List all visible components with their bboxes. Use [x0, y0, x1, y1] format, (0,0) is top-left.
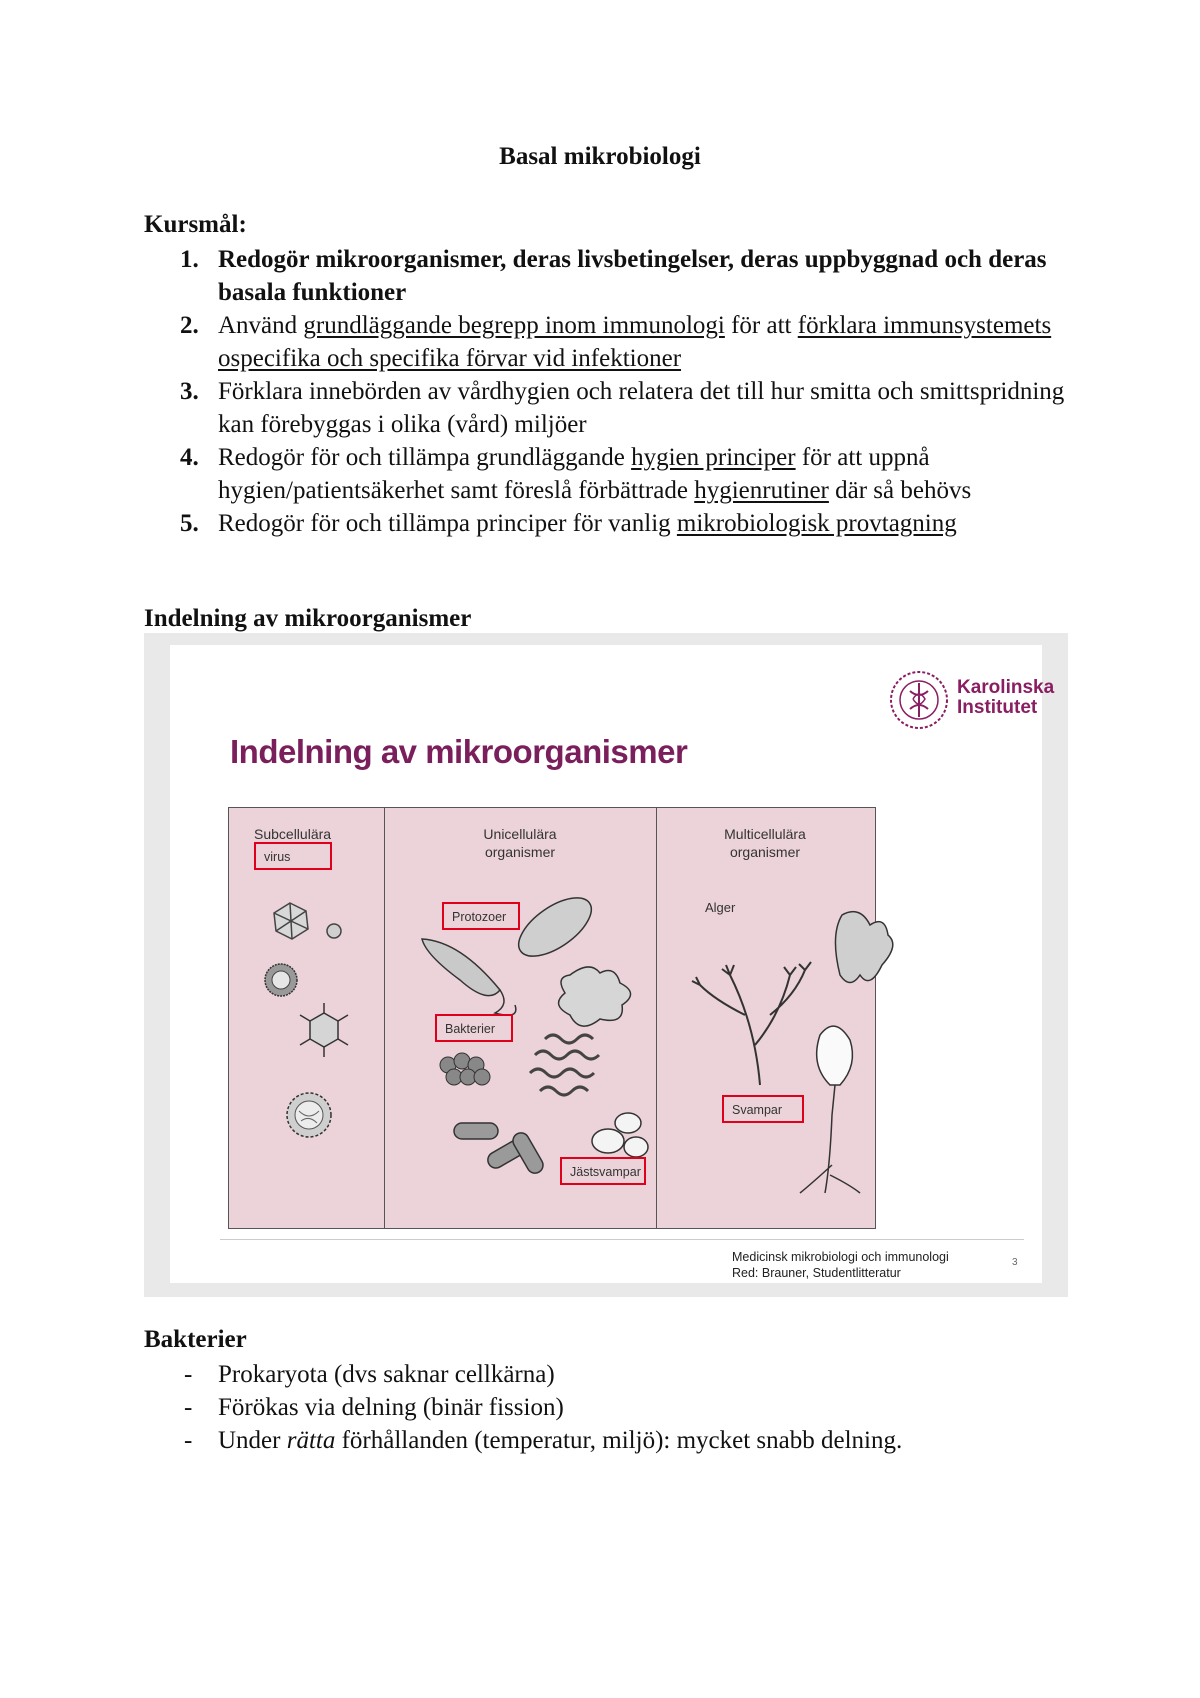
text-segment: Redogör för och tillämpa grundläggande [218, 444, 632, 471]
goals-heading: Kursmål: [144, 211, 247, 238]
bullet-item [144, 1358, 1074, 1391]
bacteria-bullet-list [144, 1358, 1074, 1457]
goal-number: 2. [180, 312, 199, 339]
text-segment: för att uppnå hygien/patientsäkerhet samt föreslå förbättrade [218, 444, 930, 504]
text-segment: där så behövs [828, 477, 972, 504]
yeast-icon [592, 1113, 648, 1157]
text-segment: förklara immunsystemets ospecifika och specifika förvar vid infektioner [218, 312, 1052, 372]
bullet-dash: - [184, 1427, 193, 1454]
goal-number: 5. [180, 510, 199, 537]
goal-item [144, 441, 1074, 507]
section-heading: Indelning av mikroorganismer [144, 605, 472, 632]
tag-bakterier: Bakterier [435, 1014, 513, 1042]
text-segment: Förökas via delning (binär fission) [218, 1394, 564, 1421]
tag-svampar: Svampar [722, 1095, 804, 1123]
slide-image [144, 633, 1068, 1297]
tag-virus: virus [254, 842, 332, 870]
label-alger: Alger [705, 900, 736, 915]
goal-number: 4. [180, 444, 199, 471]
document-title: Basal mikrobiologi [499, 143, 701, 170]
text-segment: för att [724, 312, 798, 339]
text-segment: mikrobiologisk provtagning [676, 510, 957, 537]
logo-line-1: Karolinska [957, 677, 1055, 698]
fungus-icon [800, 1026, 860, 1193]
goal-item [144, 375, 1074, 441]
footer-line-1: Medicinsk mikrobiologi och immunologi [732, 1250, 949, 1264]
col-label-unicellular-1: Unicellulära [483, 826, 557, 842]
corona-virus-icon [287, 1093, 331, 1137]
enveloped-virus-icon [265, 964, 297, 996]
text-segment: hygien principer [631, 444, 796, 471]
text-segment: rätta [286, 1427, 336, 1454]
bullet-item [144, 1424, 1074, 1457]
slide-page-number: 3 [1012, 1257, 1018, 1268]
col-label-multicellular-1: Multicellulära [724, 826, 806, 842]
bullet-dash: - [184, 1361, 193, 1388]
tag-protozoer: Protozoer [442, 902, 520, 930]
goal-item [144, 243, 1074, 309]
text-segment: förhållanden (temperatur, miljö): mycket snabb delning. [335, 1427, 903, 1454]
flagellate-protozoa-icon [422, 939, 516, 1015]
goal-number: 3. [180, 378, 199, 405]
paramecium-protozoa-icon [509, 887, 601, 968]
text-segment: Under [218, 1427, 287, 1454]
algae-icon [692, 962, 811, 1085]
text-segment: Redogör mikroorganismer, deras livsbetingelser, deras uppbyggnad och deras basala funktioner [218, 246, 1047, 306]
amoeba-protozoa-icon [559, 967, 631, 1026]
col-label-subcellular: Subcellulära [254, 826, 332, 842]
slide-footer [732, 1249, 949, 1281]
small-virus-icon [327, 924, 341, 938]
logo-line-2: Institutet [957, 697, 1038, 718]
slide-canvas [170, 645, 1055, 1283]
text-segment: Förklara innebörden av vårdhygien och relatera det till hur smitta och smittspridning kan förebyggas i olika (vård) miljöer [218, 378, 1065, 438]
text-segment: grundläggande begrepp inom immunologi [303, 312, 725, 339]
goal-item [144, 507, 1074, 540]
icosahedral-virus-icon [274, 903, 308, 939]
text-segment: Redogör för och tillämpa principer för vanlig [218, 510, 677, 537]
bacteria-heading: Bakterier [144, 1326, 247, 1353]
cocci-bacteria-icon [440, 1053, 490, 1085]
tag-jastsvampar: Jästsvampar [560, 1157, 646, 1185]
slide-footer-divider [220, 1239, 1024, 1240]
spiked-virus-icon [300, 1003, 348, 1057]
goal-item [144, 309, 1074, 375]
text-segment: Använd [218, 312, 304, 339]
microorganism-illustrations [170, 645, 1042, 1283]
goals-list [144, 243, 1074, 540]
text-segment: hygienrutiner [694, 477, 829, 504]
bullet-item [144, 1391, 1074, 1424]
col-label-unicellular-2: organismer [484, 844, 556, 860]
goal-number: 1. [180, 246, 199, 273]
footer-line-2: Red: Brauner, Studentlitteratur [732, 1266, 901, 1280]
slide-title: Indelning av mikroorganismer [230, 733, 688, 770]
col-label-multicellular-2: organismer [729, 844, 801, 860]
text-segment: Prokaryota (dvs saknar cellkärna) [218, 1361, 555, 1388]
spirochete-bacteria-icon [530, 1035, 599, 1095]
bullet-dash: - [184, 1394, 193, 1421]
rod-bacteria-icon [454, 1123, 546, 1176]
seaweed-icon [835, 912, 892, 983]
